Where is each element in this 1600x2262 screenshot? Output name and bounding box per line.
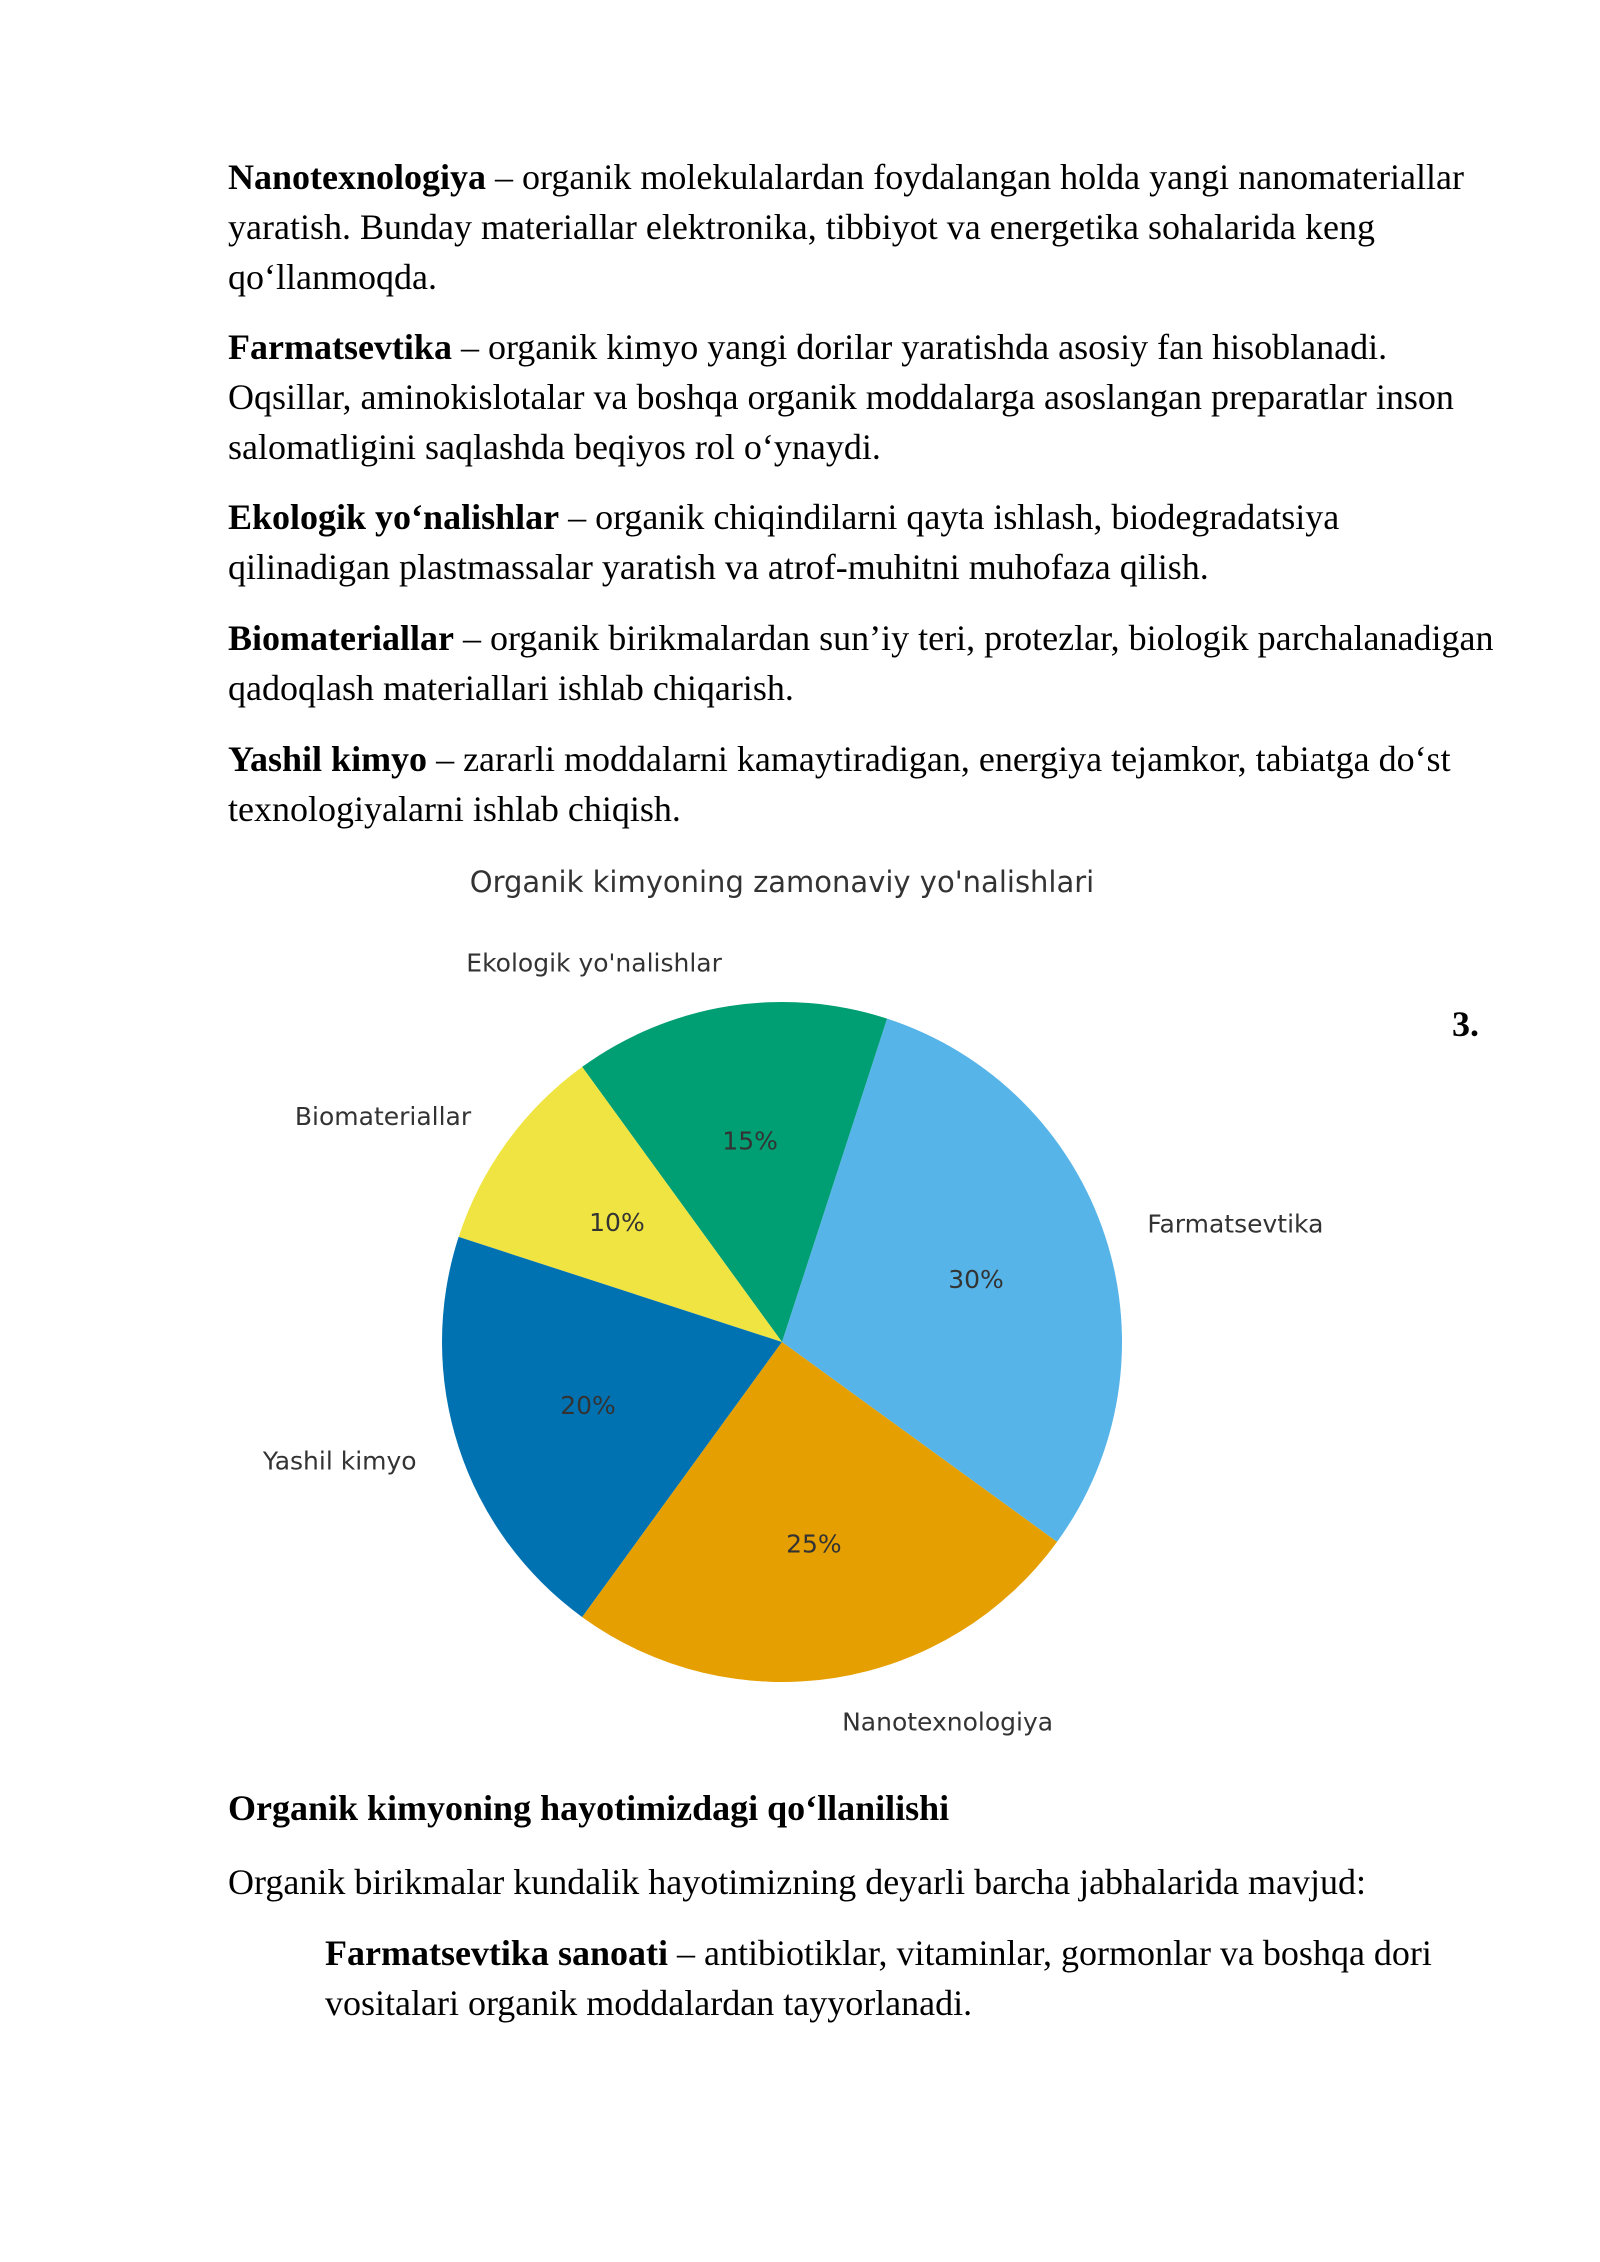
slice-category-label: Yashil kimyo [262,1446,417,1476]
page-number: 3. [1452,1004,1479,1044]
paragraph-yashil-kimyo [228,734,1498,834]
slice-category-label: Farmatsevtika [1147,1209,1324,1239]
slice-category-label: Biomateriallar [294,1102,472,1132]
slice-category-label: Nanotexnologiya [842,1707,1054,1737]
desc-biomateriallar: – organik birikmalardan sun’iy teri, protezlar, biologik parchalanadigan qadoqlash materiallari ishlab chiqarish. [228,618,1494,708]
desc-nanotexnologiya: – organik molekulalardan foydalangan holda yangi nanomateriallar yaratish. Bunday materiallar elektronika, tibbiyot va energetika sohalarida keng qo‘llanmoqda. [228,157,1465,297]
pie-chart [0,840,1600,1740]
desc-yashil-kimyo: – zararli moddalarni kamaytiradigan, energiya tejamkor, tabiatga do‘st texnologiyalarni ishlab chiqish. [228,739,1451,829]
term-nanotexnologiya: Nanotexnologiya [228,157,487,197]
slice-percent-label: 30% [948,1264,1004,1294]
desc-ekologik: – organik chiqindilarni qayta ishlash, biodegradatsiya qilinadigan plastmassalar yaratish va atrof-muhitni muhofaza qilish. [228,497,1340,587]
paragraph-biomateriallar [228,613,1498,713]
term-farmatsevtika: Farmatsevtika [228,327,452,367]
term-biomateriallar: Biomateriallar [228,618,454,658]
slice-percent-label: 15% [722,1126,778,1156]
pie-chart-svg [0,840,1600,1740]
slice-percent-label: 25% [786,1529,842,1559]
paragraph-ekologik [228,492,1498,592]
section-heading: Organik kimyoning hayotimizdagi qo‘llanilishi [228,1788,950,1828]
slice-percent-label: 10% [589,1208,645,1238]
desc-farmatsevtika: – organik kimyo yangi dorilar yaratishda asosiy fan hisoblanadi. Oqsillar, aminokislotalar va boshqa organik moddalarga asoslangan preparatlar inson salomatligini saqlashda beqiyos rol o‘ynaydi. [228,327,1454,467]
slice-percent-label: 20% [560,1391,616,1421]
section-intro: Organik birikmalar kundalik hayotimizning deyarli barcha jabhalarida mavjud: [228,1862,1366,1902]
chart-title: Organik kimyoning zamonaviy yo'nalishlari [469,865,1095,899]
term-yashil-kimyo: Yashil kimyo [228,739,428,779]
paragraph-farmatsevtika [228,322,1498,472]
term-farmatsevtika-sanoati: Farmatsevtika sanoati [325,1933,668,1973]
term-ekologik: Ekologik yo‘nalishlar [228,497,560,537]
paragraph-nanotexnologiya [228,152,1498,302]
desc-farmatsevtika-sanoati: – antibiotiklar, vitaminlar, gormonlar va boshqa dori vositalari organik moddalardan tayyorlanadi. [325,1933,1432,2023]
list-item-farmatsevtika-sanoati [325,1928,1505,2028]
slice-category-label: Ekologik yo'nalishlar [466,948,722,978]
